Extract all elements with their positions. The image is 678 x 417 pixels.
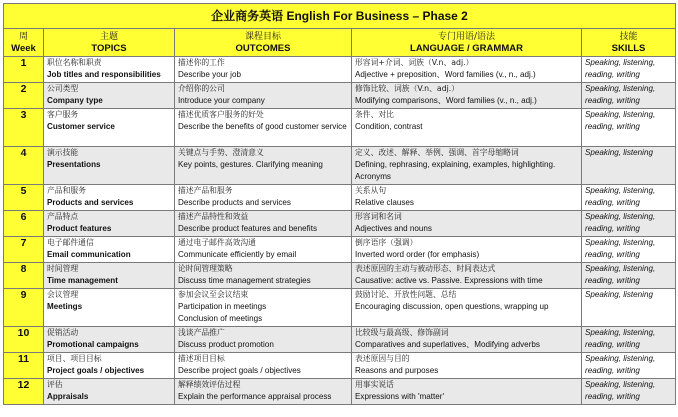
skills-cell: Speaking, listening, reading, writing [582, 185, 676, 211]
language-cn: 修饰比较、词族（V.n、adj.） [355, 84, 460, 93]
topic-cn: 演示技能 [47, 148, 79, 157]
week-number: 4 [4, 147, 44, 185]
topic-en: Product features [47, 224, 112, 234]
language-cn: 定义、改述、解释、举例、强调、首字母缩略词 [355, 148, 519, 157]
outcome-en: Explain the performance appraisal process [178, 392, 332, 402]
table-title: 企业商务英语 English For Business – Phase 2 [4, 4, 676, 29]
topic-cn: 促销活动 [47, 328, 79, 337]
topic-cell [44, 327, 175, 353]
language-en: Comparatives and superlatives、Modifying adverbs [355, 340, 540, 350]
outcome-en: Introduce your company [178, 96, 265, 106]
language-cn: 比较级与最高级、修饰副词 [355, 328, 449, 337]
table-row [4, 237, 676, 263]
language-cell [352, 327, 582, 353]
language-cell [352, 109, 582, 147]
week-number: 6 [4, 211, 44, 237]
skills-cell: Speaking, listening, reading, writing [582, 57, 676, 83]
topic-en: Products and services [47, 198, 134, 208]
week-number: 10 [4, 327, 44, 353]
skills-cell: Speaking, listening, reading, writing [582, 109, 676, 147]
topic-en: Customer service [47, 122, 115, 132]
outcome-en: Describe project goals / objectives [178, 366, 301, 376]
language-cn: 表述原因与目的 [355, 354, 410, 363]
outcome-cell [175, 211, 352, 237]
week-number: 11 [4, 353, 44, 379]
topic-en: Time management [47, 276, 118, 286]
header-outcomes: 课程目标 OUTCOMES [175, 29, 352, 57]
table-row [4, 109, 676, 147]
outcome-cn: 描述项目目标 [178, 354, 225, 363]
table-row [4, 185, 676, 211]
header-row [4, 29, 676, 57]
topic-cell [44, 211, 175, 237]
outcome-cell [175, 185, 352, 211]
header-topics: 主题 TOPICS [44, 29, 175, 57]
topic-en: Project goals / objectives [47, 366, 145, 376]
week-number: 9 [4, 289, 44, 327]
topic-cell [44, 289, 175, 327]
outcome-cell [175, 379, 352, 405]
topic-en: Company type [47, 96, 103, 106]
language-cn: 倒序语序（强调） [355, 238, 418, 247]
table-row [4, 353, 676, 379]
topic-cell [44, 109, 175, 147]
week-number: 1 [4, 57, 44, 83]
skills-cell: Speaking, listening, reading, writing [582, 263, 676, 289]
outcome-cn: 描述产品特性和效益 [178, 212, 249, 221]
table-row [4, 147, 676, 185]
language-en: Condition, contrast [355, 122, 423, 132]
language-en: Encouraging discussion, open questions, wrapping up [355, 302, 549, 312]
topic-cell [44, 263, 175, 289]
outcome-cell [175, 353, 352, 379]
outcome-en: Discuss product promotion [178, 340, 274, 350]
week-number: 8 [4, 263, 44, 289]
skills-cell: Speaking, listening, reading, writing [582, 237, 676, 263]
outcome-cell [175, 237, 352, 263]
outcome-en: Describe the benefits of good customer service [178, 122, 347, 132]
topic-cn: 公司类型 [47, 84, 79, 93]
topic-cell [44, 185, 175, 211]
week-number: 3 [4, 109, 44, 147]
topic-en: Meetings [47, 302, 83, 312]
language-en: Relative clauses [355, 198, 414, 208]
topic-cn: 项目、项目目标 [47, 354, 102, 363]
outcome-cell [175, 83, 352, 109]
topic-cell [44, 147, 175, 185]
language-cn: 形容词+介词、词族（V.n、adj.） [355, 58, 474, 67]
language-cn: 表述原因的主动与被动形态、时间表达式 [355, 264, 496, 273]
language-en: Causative: active vs. Passive. Expressions with time [355, 276, 543, 286]
outcome-en: Communicate efficiently by email [178, 250, 297, 260]
skills-cell: Speaking, listening [582, 289, 676, 327]
language-en: Defining, rephrasing, explaining, examples, highlighting. Acronyms [355, 160, 556, 182]
language-cn: 关系从句 [355, 186, 387, 195]
week-number: 12 [4, 379, 44, 405]
topic-cn: 会议管理 [47, 290, 79, 299]
outcome-cell [175, 263, 352, 289]
skills-cell: Speaking, listening, reading, writing [582, 83, 676, 109]
outcome-en: Discuss time management strategies [178, 276, 311, 286]
outcome-cn: 参加会议至会议结束 [178, 290, 249, 299]
skills-cell: Speaking, listening, reading, writing [582, 327, 676, 353]
outcome-en: Participation in meetings [178, 302, 267, 312]
outcome-cn: 关键点与手势、澄清意义 [178, 148, 264, 157]
topic-en: Job titles and responsibilities [47, 70, 161, 80]
language-cell [352, 379, 582, 405]
skills-cell: Speaking, listening [582, 147, 676, 185]
language-cn: 鼓励讨论、开放性问题、总结 [355, 290, 457, 299]
table-row [4, 379, 676, 405]
language-cell [352, 185, 582, 211]
table-row [4, 289, 676, 327]
language-en: Inverted word order (for emphasis) [355, 250, 480, 260]
language-cell [352, 57, 582, 83]
header-language: 专门用语/语法 LANGUAGE / GRAMMAR [352, 29, 582, 57]
table-row [4, 57, 676, 83]
topic-cn: 客户服务 [47, 110, 79, 119]
language-cell [352, 289, 582, 327]
language-cn: 用事实说话 [355, 380, 394, 389]
outcome-cn: 通过电子邮件高效沟通 [178, 238, 256, 247]
language-cell [352, 263, 582, 289]
outcome-en: Key points, gestures. Clarifying meaning [178, 160, 323, 170]
language-cell [352, 147, 582, 185]
language-en: Expressions with 'matter' [355, 392, 445, 402]
language-cell [352, 353, 582, 379]
header-skills: 技能 SKILLS [582, 29, 676, 57]
language-cell [352, 211, 582, 237]
language-cn: 形容词和名词 [355, 212, 402, 221]
topic-cell [44, 353, 175, 379]
topic-en: Email communication [47, 250, 131, 260]
topic-en: Presentations [47, 160, 101, 170]
table-row [4, 83, 676, 109]
language-cell [352, 237, 582, 263]
topic-cn: 产品和服务 [47, 186, 86, 195]
outcome-cn: 论时间管理策略 [178, 264, 233, 273]
skills-cell: Speaking, listening, reading, writing [582, 211, 676, 237]
outcome-en: Describe your job [178, 70, 241, 80]
week-number: 5 [4, 185, 44, 211]
topic-en: Promotional campaigns [47, 340, 139, 350]
outcome-cn: 浅谈产品推广 [178, 328, 225, 337]
outcome-cn: 描述产品和服务 [178, 186, 233, 195]
topic-cell [44, 57, 175, 83]
header-week: 周 Week [4, 29, 44, 57]
outcome-cn: 描述你的工作 [178, 58, 225, 67]
skills-cell: Speaking, listening, reading, writing [582, 353, 676, 379]
topic-cn: 产品特点 [47, 212, 79, 221]
outcome-cn: 介绍你的公司 [178, 84, 225, 93]
topic-cn: 时间管理 [47, 264, 79, 273]
language-en: Reasons and purposes [355, 366, 439, 376]
outcome-en: Describe products and services [178, 198, 291, 208]
curriculum-table-wrapper [3, 3, 675, 405]
language-en: Adjectives and nouns [355, 224, 432, 234]
topic-cn: 电子邮件通信 [47, 238, 94, 247]
topic-cn: 职位名称和职责 [47, 58, 102, 67]
table-row [4, 327, 676, 353]
outcome-cell [175, 57, 352, 83]
table-row [4, 263, 676, 289]
topic-cell [44, 83, 175, 109]
outcome-cell [175, 327, 352, 353]
topic-cn: 评估 [47, 380, 63, 389]
topic-cell [44, 237, 175, 263]
language-en: Adjective + preposition、Word families (v., n., adj.) [355, 70, 536, 80]
outcome-cn: 解释绩效评估过程 [178, 380, 241, 389]
outcome-cell [175, 147, 352, 185]
outcome-en-2: Conclusion of meetings [178, 314, 263, 324]
outcome-cn: 描述优质客户服务的好处 [178, 110, 264, 119]
week-number: 2 [4, 83, 44, 109]
outcome-cell [175, 289, 352, 327]
week-number: 7 [4, 237, 44, 263]
outcome-en: Describe product features and benefits [178, 224, 318, 234]
outcome-cell [175, 109, 352, 147]
table-row [4, 211, 676, 237]
curriculum-table [3, 3, 676, 405]
language-en: Modifying comparisons、Word families (v., n., adj.) [355, 96, 537, 106]
language-cn: 条件、对比 [355, 110, 394, 119]
language-cell [352, 83, 582, 109]
topic-cell [44, 379, 175, 405]
skills-cell: Speaking, listening, reading, writing [582, 379, 676, 405]
topic-en: Appraisals [47, 392, 89, 402]
